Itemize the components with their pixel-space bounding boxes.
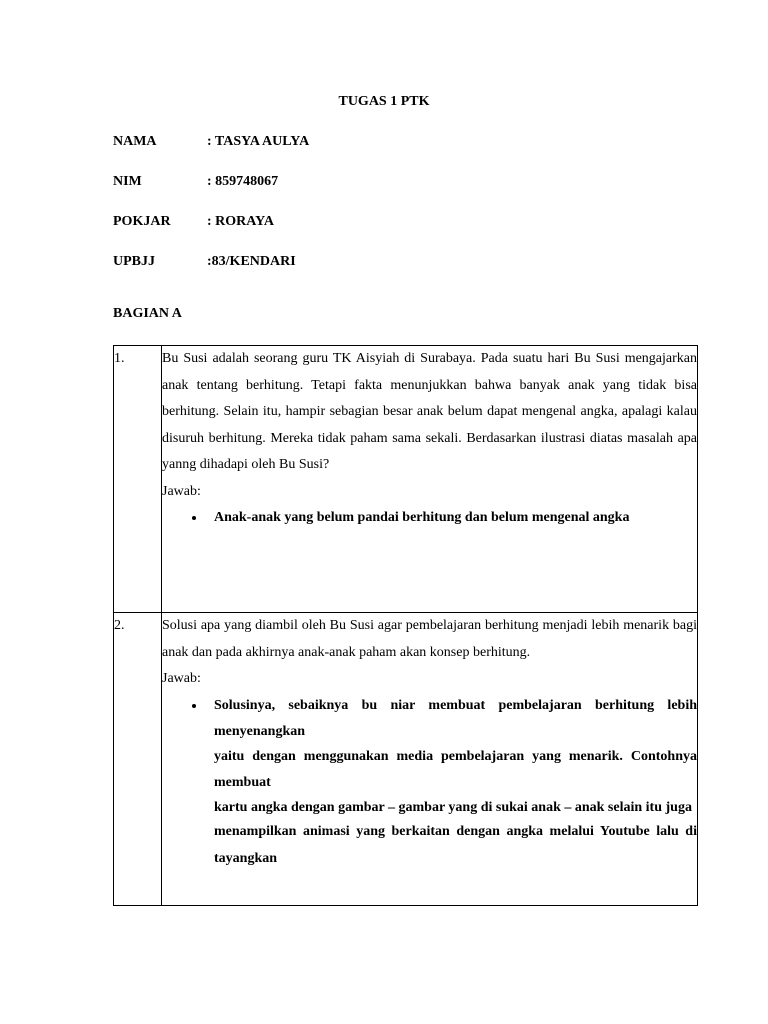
question-number: 2. (114, 613, 162, 906)
answer-continuation: menampilkan animasi yang berkaitan dengan angka melalui Youtube lalu di tayangkan (214, 824, 697, 866)
info-label: UPBJJ (113, 254, 155, 269)
section-title: BAGIAN A (113, 306, 182, 321)
answer-label: Jawab: (162, 671, 201, 686)
question-cell (162, 613, 698, 906)
info-value: :83/KENDARI (207, 254, 296, 269)
table-row (114, 346, 698, 613)
info-label: POKJAR (113, 214, 171, 229)
answer-label: Jawab: (162, 483, 201, 499)
question-text: Solusi apa yang diambil oleh Bu Susi agar pembelajaran berhitung menjadi lebih menarik bagi anak dan pada akhirnya anak-anak paham akan konsep berhitung. (162, 618, 697, 660)
info-value: : RORAYA (207, 214, 275, 229)
question-text: Bu Susi adalah seorang guru TK Aisyiah di Surabaya. Pada suatu hari Bu Susi mengajarkan anak tentang berhitung. Tetapi fakta menunjukkan bahwa banyak anak yang tidak bisa berhitung. Selain itu, hampir sebagian besar anak belum dapat mengenal angka, apalagi kalau disuruh berhitung. Mereka tidak paham sama sekali. Berdasarkan ilustrasi diatas masalah apa yanng dihadapi oleh Bu Susi? (162, 351, 697, 472)
answer-continuation: yaitu dengan menggunakan media pembelajaran yang menarik. Contohnya membuat (214, 748, 697, 790)
info-row-nama (113, 134, 309, 150)
answer-list (162, 693, 697, 746)
answer-item: • Solusinya, sebaiknya bu niar membuat pembelajaran berhitung lebih menyenangkan (206, 693, 697, 746)
question-table (113, 345, 698, 906)
info-label: NIM (113, 174, 142, 189)
question-cell (162, 346, 698, 613)
info-value: : TASYA AULYA (207, 134, 310, 149)
info-label: NAMA (113, 134, 157, 149)
question-number: 1. (114, 346, 162, 613)
info-row-upbjj (113, 254, 296, 270)
table-row (114, 613, 698, 906)
info-value: : 859748067 (207, 174, 279, 189)
answer-continuation: kartu angka dengan gambar – gambar yang di sukai anak – anak selain itu juga (214, 799, 692, 815)
info-row-nim (113, 174, 278, 190)
answer-item: • Anak-anak yang belum pandai berhitung dan belum mengenal angka (206, 505, 697, 532)
info-row-pokjar (113, 214, 274, 230)
answer-list (162, 505, 697, 532)
document-title: TUGAS 1 PTK (338, 94, 430, 109)
